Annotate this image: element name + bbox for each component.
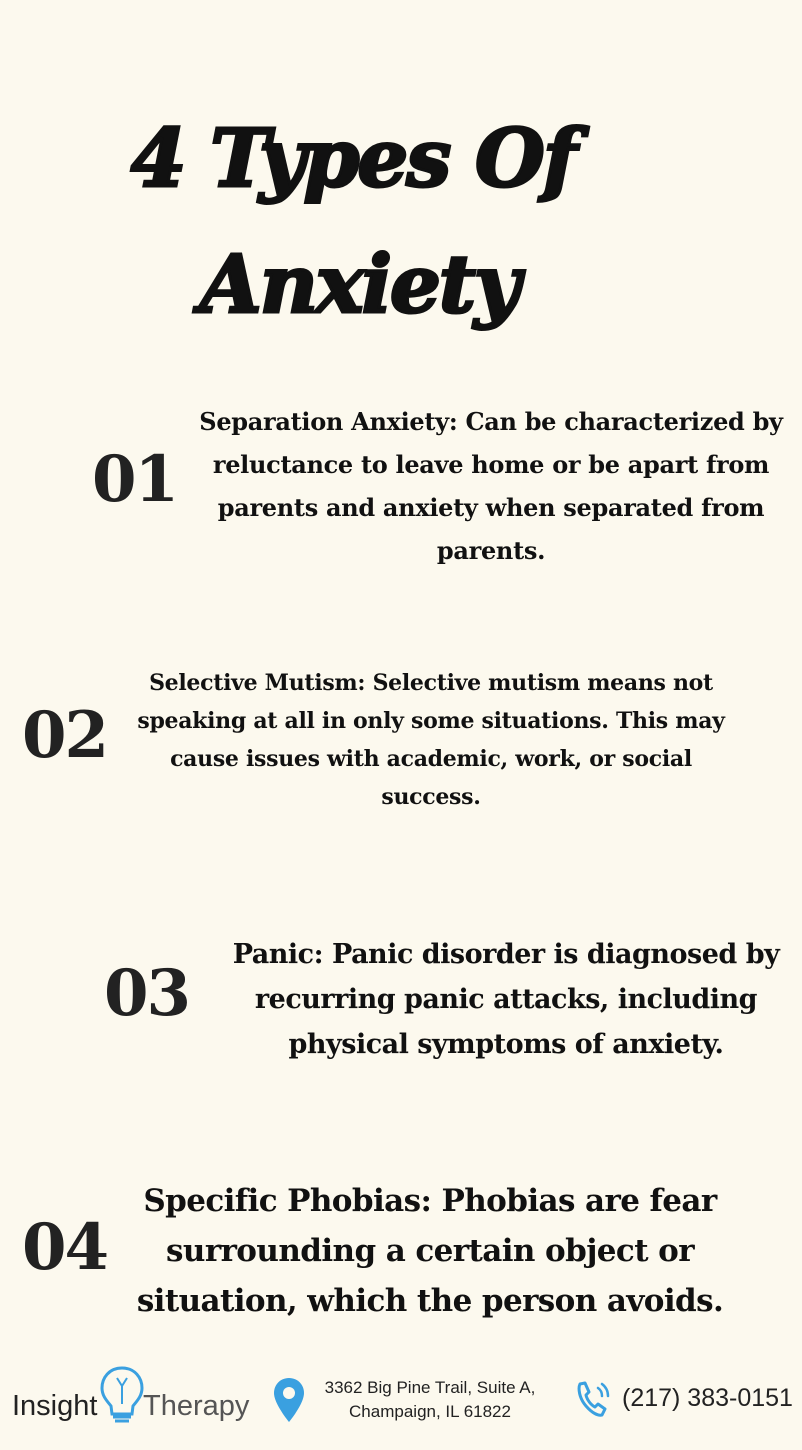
title-line-1: 4 Types Of [130, 111, 576, 205]
item-number-01: 01 [92, 442, 178, 517]
lightbulb-icon [96, 1364, 148, 1431]
item-number-04: 04 [22, 1210, 108, 1285]
logo-text-insight: Insight [12, 1390, 98, 1422]
address-line-1: 3362 Big Pine Trail, Suite A, [324, 1378, 536, 1397]
logo-text-therapy: Therapy [143, 1390, 250, 1422]
address-line-2: Champaign, IL 61822 [349, 1402, 511, 1421]
item-number-02: 02 [22, 698, 108, 773]
phone-number[interactable]: (217) 383-0151 [622, 1384, 793, 1412]
item-description-03: Panic: Panic disorder is diagnosed by recurring panic attacks, including physical symptoms of anxiety. [232, 939, 780, 1060]
item-number-03: 03 [104, 956, 190, 1031]
item-description-02: Selective Mutism: Selective mutism means not speaking at all in only some situations. This may cause issues with academic, work, or social success. [137, 670, 725, 810]
item-description-01: Separation Anxiety: Can be characterized by reluctance to leave home or be apart from parents and anxiety when separated from parents. [199, 407, 783, 565]
title-line-2: Anxiety [199, 237, 519, 331]
item-description-04: Specific Phobias: Phobias are fear surrounding a certain object or situation, which the person avoids. [136, 1183, 724, 1319]
phone-icon [576, 1378, 612, 1423]
address [300, 1376, 560, 1424]
